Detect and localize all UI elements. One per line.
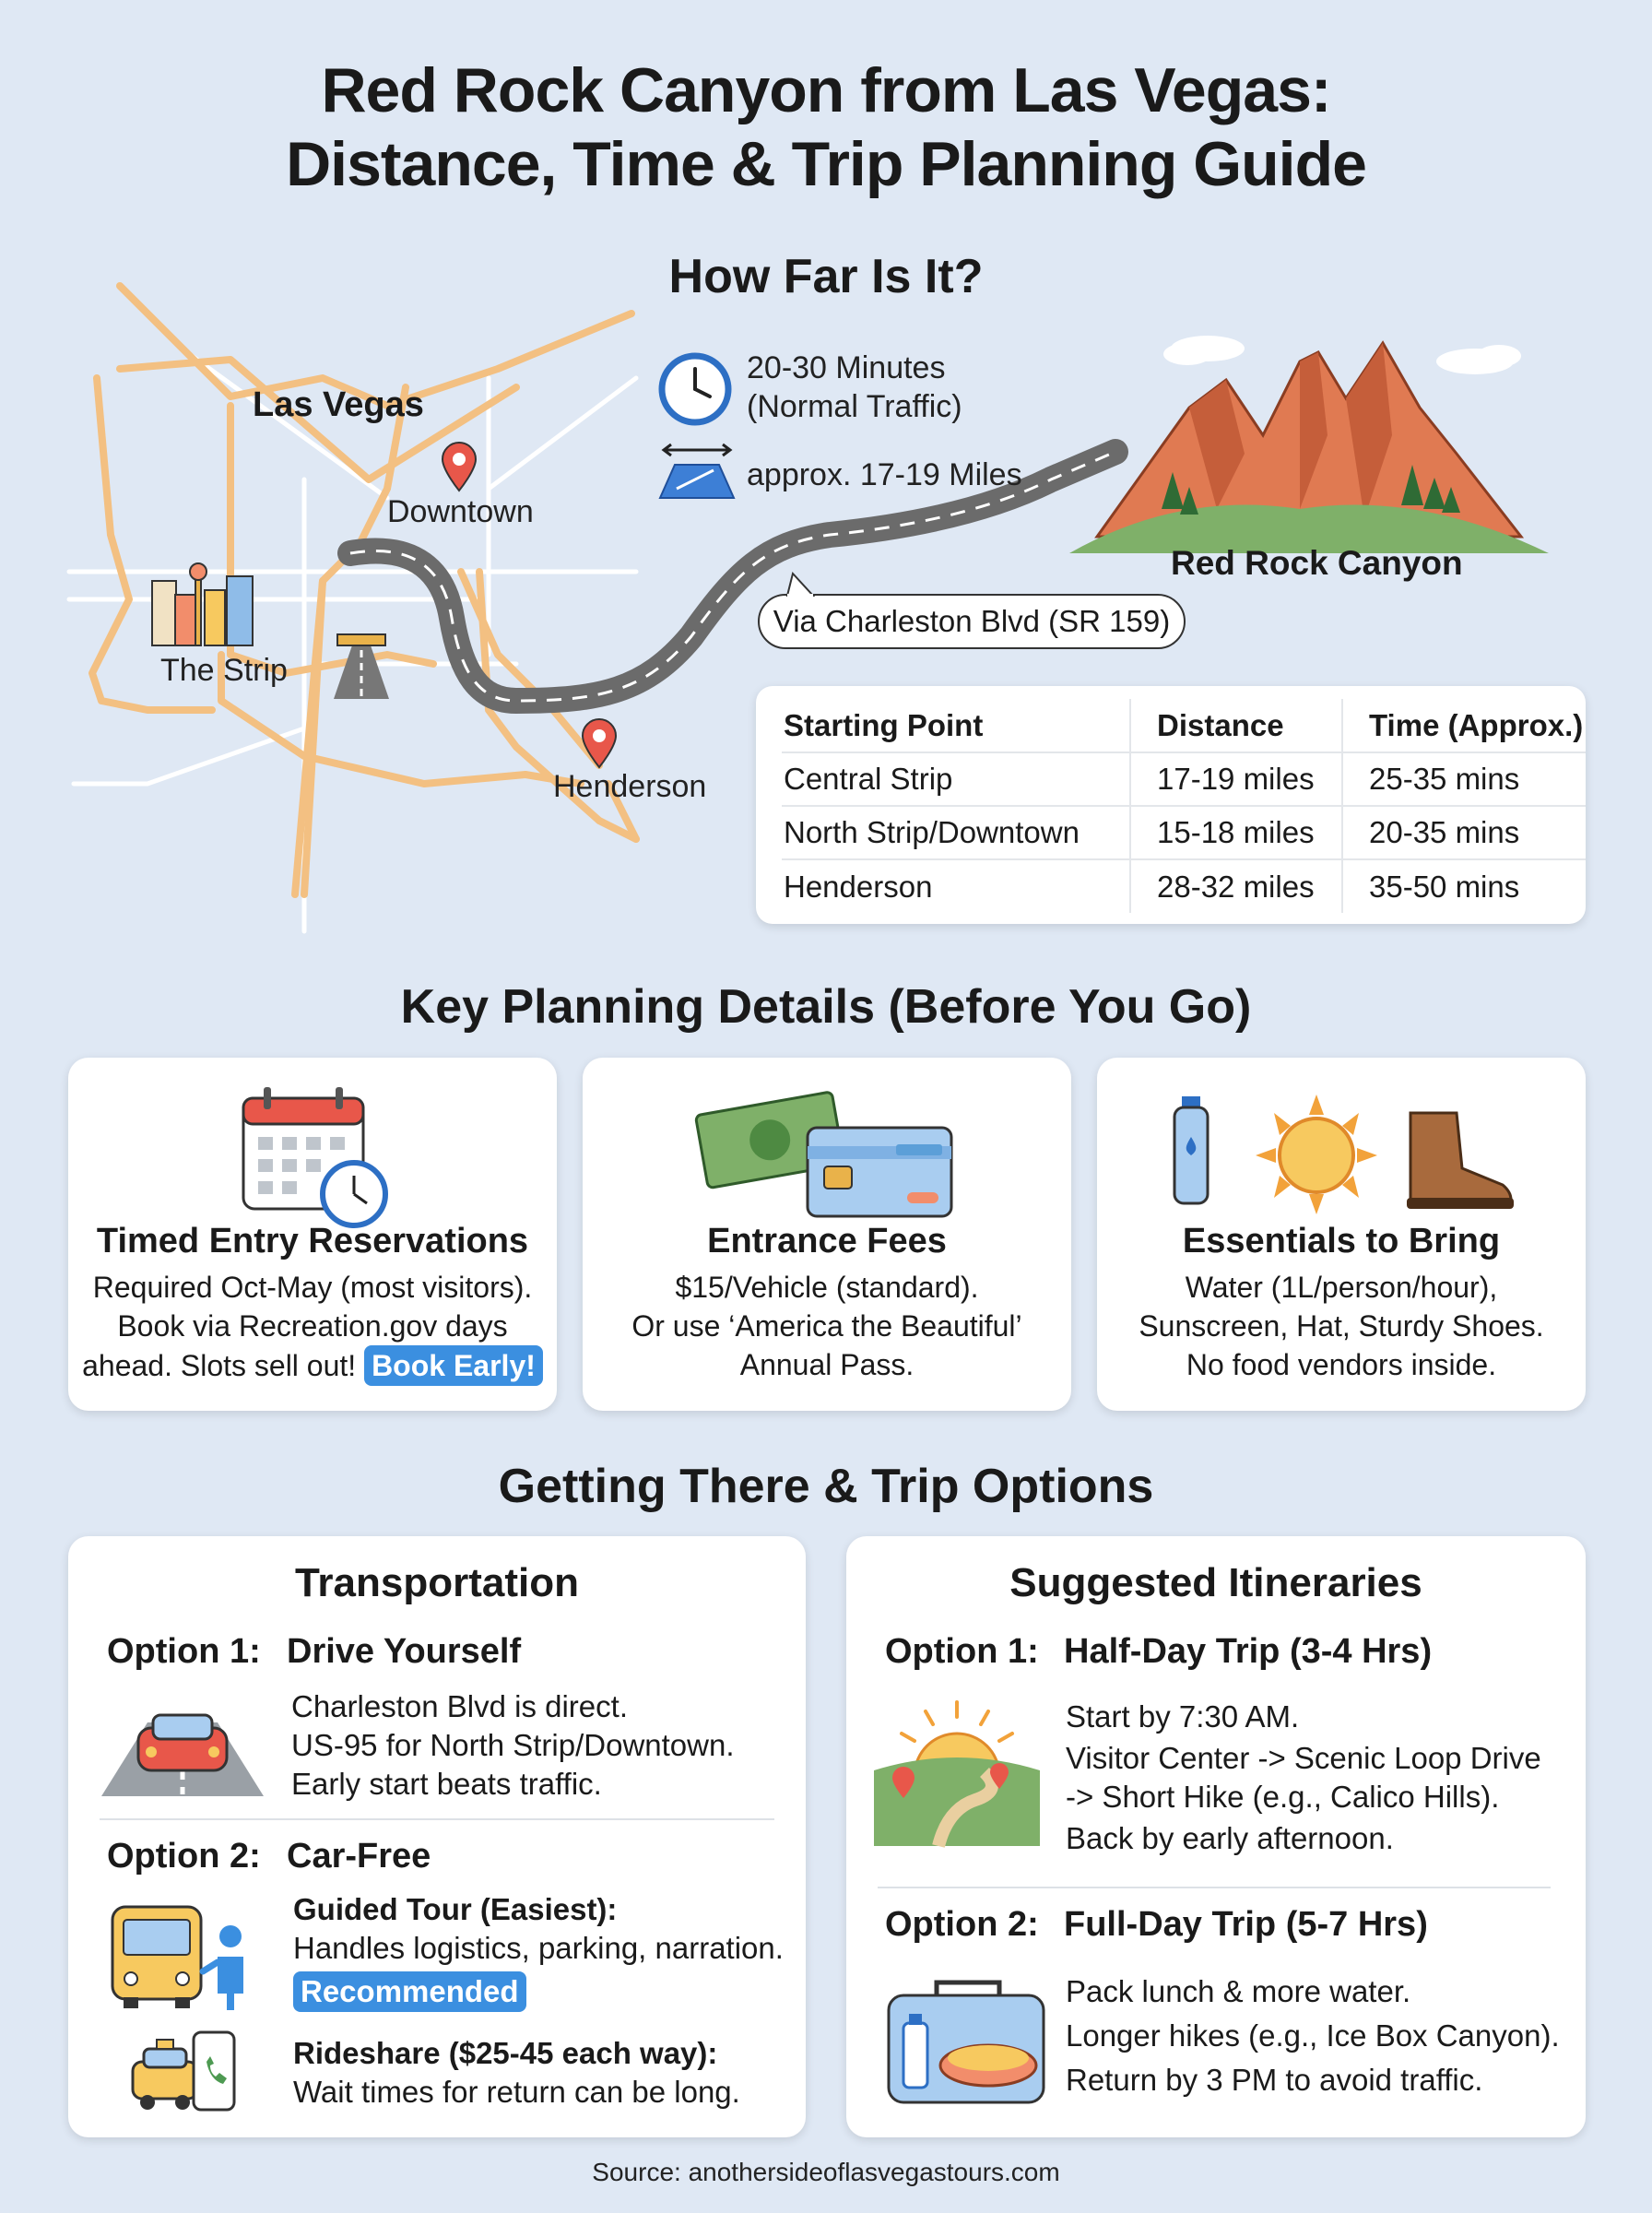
option-title: Full-Day Trip (5-7 Hrs)	[1064, 1905, 1428, 1944]
half-day-line: Back by early afternoon.	[1066, 1821, 1394, 1855]
drive-line: Early start beats traffic.	[291, 1767, 602, 1801]
table-cell: 28-32 miles	[1130, 859, 1342, 913]
full-day-line: Pack lunch & more water.	[1066, 1974, 1411, 2008]
recommended-badge-wrap	[293, 1971, 526, 2012]
tour-text: Handles logistics, parking, narration.	[293, 1931, 784, 1965]
table-cell: North Strip/Downtown	[782, 806, 1130, 859]
itineraries-card	[846, 1536, 1586, 2137]
distance-road-icon	[658, 443, 736, 502]
full-day-text	[1066, 1970, 1560, 2102]
travel-time-info	[747, 349, 962, 426]
option-label: Option 2:	[885, 1905, 1039, 1944]
recommended-badge: Recommended	[293, 1971, 526, 2012]
card-line: $15/Vehicle (standard).	[675, 1271, 979, 1304]
card-line-text: ahead. Slots sell out!	[82, 1349, 357, 1382]
table-cell: Henderson	[782, 859, 1130, 913]
options-heading: Getting There & Trip Options	[498, 1460, 1154, 1513]
half-day-line: -> Short Hike (e.g., Calico Hills).	[1066, 1780, 1500, 1814]
option-label: Option 1:	[885, 1632, 1039, 1671]
card-title: Entrance Fees	[707, 1222, 947, 1260]
strip-skyline-icon	[148, 553, 258, 645]
title-line-1: Red Rock Canyon from Las Vegas:	[321, 55, 1331, 125]
transportation-heading: Transportation	[294, 1560, 580, 1605]
route-callout: Via Charleston Blvd (SR 159)	[758, 594, 1186, 649]
itineraries-heading: Suggested Itineraries	[1009, 1560, 1422, 1605]
henderson-label: Henderson	[553, 769, 707, 804]
option-title: Half-Day Trip (3-4 Hrs)	[1064, 1632, 1433, 1671]
travel-time-line-1: 20-30 Minutes	[747, 350, 946, 385]
card-line: Annual Pass.	[739, 1348, 914, 1381]
drive-line: Charleston Blvd is direct.	[291, 1689, 628, 1723]
book-early-badge: Book Early!	[364, 1345, 543, 1386]
option-label: Option 1:	[107, 1632, 261, 1671]
option-title: Drive Yourself	[287, 1632, 522, 1671]
how-far-heading: How Far Is It?	[668, 250, 984, 303]
option-label: Option 2:	[107, 1837, 261, 1876]
card-line: Water (1L/person/hour),	[1185, 1271, 1498, 1304]
route-callout-pointer	[784, 572, 820, 599]
table-cell: 35-50 mins	[1342, 859, 1586, 913]
table-header: Distance	[1130, 699, 1342, 752]
card-body	[68, 1268, 557, 1386]
rideshare-text: Wait times for return can be long.	[293, 2075, 740, 2109]
card-line: Or use ‘America the Beautiful’	[631, 1309, 1022, 1343]
table-row	[782, 752, 1586, 806]
half-day-line: Start by 7:30 AM.	[1066, 1699, 1300, 1734]
divider	[100, 1818, 774, 1820]
henderson-pin-icon	[581, 719, 618, 769]
distance-info: approx. 17-19 Miles	[747, 457, 1022, 492]
lunch-cooler-icon	[885, 1977, 1051, 2106]
timed-entry-card	[68, 1058, 557, 1411]
card-line: No food vendors inside.	[1186, 1348, 1497, 1381]
transportation-card	[68, 1536, 806, 2137]
red-rock-mountain-icon	[1069, 325, 1549, 574]
full-day-line: Return by 3 PM to avoid traffic.	[1066, 2063, 1483, 2097]
table-header: Time (Approx.)	[1342, 699, 1586, 752]
planning-heading: Key Planning Details (Before You Go)	[400, 980, 1252, 1034]
half-day-line: Visitor Center -> Scenic Loop Drive	[1066, 1741, 1541, 1775]
divider	[878, 1887, 1551, 1888]
card-title: Timed Entry Reservations	[96, 1222, 529, 1260]
table-row	[782, 859, 1586, 913]
table-cell: 17-19 miles	[1130, 752, 1342, 806]
table-cell: 25-35 mins	[1342, 752, 1586, 806]
half-day-text	[1066, 1695, 1541, 1861]
option-title: Car-Free	[287, 1837, 431, 1876]
card-body	[583, 1268, 1071, 1384]
red-rock-canyon-label: Red Rock Canyon	[1171, 544, 1463, 582]
entrance-fees-card	[583, 1058, 1071, 1411]
table-header-row	[782, 699, 1586, 752]
table-header: Starting Point	[784, 707, 984, 742]
card-line: Book via Recreation.gov days	[117, 1309, 508, 1343]
drive-text	[291, 1687, 735, 1804]
card-line	[68, 1345, 557, 1386]
source-credit: Source: anothersideoflasvegastours.com	[592, 2158, 1060, 2186]
clock-icon	[658, 352, 732, 426]
downtown-pin-icon	[441, 443, 478, 492]
distance-table	[782, 699, 1586, 913]
road-sign-icon	[324, 627, 398, 701]
the-strip-label: The Strip	[160, 653, 288, 688]
table-cell: 15-18 miles	[1130, 806, 1342, 859]
travel-time-line-2: (Normal Traffic)	[747, 389, 962, 424]
distance-table-card	[756, 686, 1586, 924]
title-line-2: Distance, Time & Trip Planning Guide	[286, 129, 1366, 199]
bus-guide-icon	[109, 1901, 256, 2012]
card-body	[1097, 1268, 1586, 1384]
card-line: Sunscreen, Hat, Sturdy Shoes.	[1139, 1309, 1544, 1343]
tour-title: Guided Tour (Easiest):	[293, 1892, 618, 1926]
table-cell: Central Strip	[782, 752, 1130, 806]
table-row	[782, 806, 1586, 859]
downtown-label: Downtown	[387, 494, 534, 529]
full-day-line: Longer hikes (e.g., Ice Box Canyon).	[1066, 2018, 1560, 2053]
page-title	[0, 53, 1652, 201]
sunrise-trail-icon	[874, 1698, 1040, 1846]
rideshare-title: Rideshare ($25-45 each way):	[293, 2036, 718, 2070]
table-cell: 20-35 mins	[1342, 806, 1586, 859]
car-road-icon	[101, 1695, 264, 1796]
card-title: Essentials to Bring	[1182, 1222, 1501, 1260]
card-line: Required Oct-May (most visitors).	[92, 1271, 533, 1304]
essentials-card	[1097, 1058, 1586, 1411]
drive-line: US-95 for North Strip/Downtown.	[291, 1728, 735, 1762]
taxi-phone-icon	[129, 2029, 240, 2117]
las-vegas-label: Las Vegas	[253, 385, 424, 424]
